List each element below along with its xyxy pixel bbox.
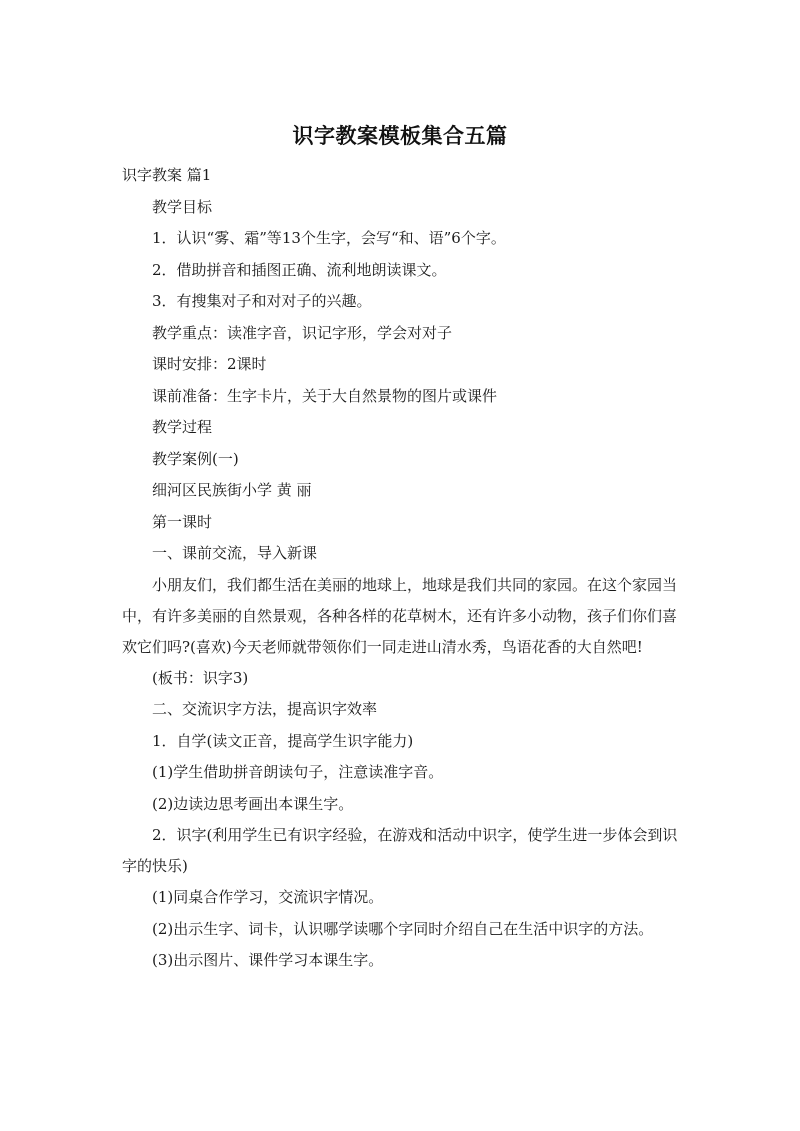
paragraph: 1．认识“雾、霜”等13个生字，会写“和、语”6个字。 (152, 229, 506, 247)
document-title: 识字教案模板集合五篇 (292, 124, 508, 148)
paragraph: (1)学生借助拼音朗读句子，注意读准字音。 (152, 763, 444, 781)
paragraph: (1)同桌合作学习，交流识字情况。 (152, 888, 384, 906)
paragraph: 细河区民族街小学 黄 丽 (152, 481, 312, 499)
paragraph: 小朋友们，我们都生活在美丽的地球上，地球是我们共同的家园。在这个家园当中，有许多美丽的自然景观，各种各样的花草树木，还有许多小动物，孩子们你们喜欢它们吗?(喜欢)今天老师就带领你们一同走进山清水秀，鸟语花香的大自然吧! (122, 575, 678, 656)
paragraph: 2．借助拼音和插图正确、流利地朗读课文。 (152, 260, 447, 279)
paragraph: 2．识字(利用学生已有识字经验，在游戏和活动中识字，使学生进一步体会到识字的快乐) (122, 826, 678, 875)
paragraph: (2)出示生字、词卡，认识哪学读哪个字同时介绍自己在生活中识字的方法。 (152, 919, 654, 938)
paragraph: 教学重点：读准字音，识记字形，学会对对子 (152, 323, 453, 342)
paragraph: 课前准备：生字卡片，关于大自然景物的图片或课件 (152, 386, 498, 405)
paragraph: 教学案例(一) (152, 449, 239, 468)
paragraph: 1．自学(读文正音，提高学生识字能力) (152, 731, 414, 750)
paragraph: 3．有搜集对子和对对子的兴趣。 (152, 292, 372, 310)
paragraph: 教学目标 (152, 197, 213, 216)
paragraph: 二、交流识字方法，提高识字效率 (152, 700, 378, 718)
paragraph: 第一课时 (152, 512, 213, 531)
paragraph: 教学过程 (152, 418, 213, 436)
paragraph: 一、课前交流，导入新课 (152, 544, 318, 562)
section-heading: 识字教案 篇1 (122, 166, 212, 184)
paragraph: (板书：识字3) (152, 668, 249, 687)
document-body (122, 160, 682, 976)
paragraph: (2)边读边思考画出本课生字。 (152, 794, 354, 813)
paragraph: 课时安排：2课时 (152, 355, 267, 373)
paragraph: (3)出示图片、课件学习本课生字。 (152, 950, 384, 969)
